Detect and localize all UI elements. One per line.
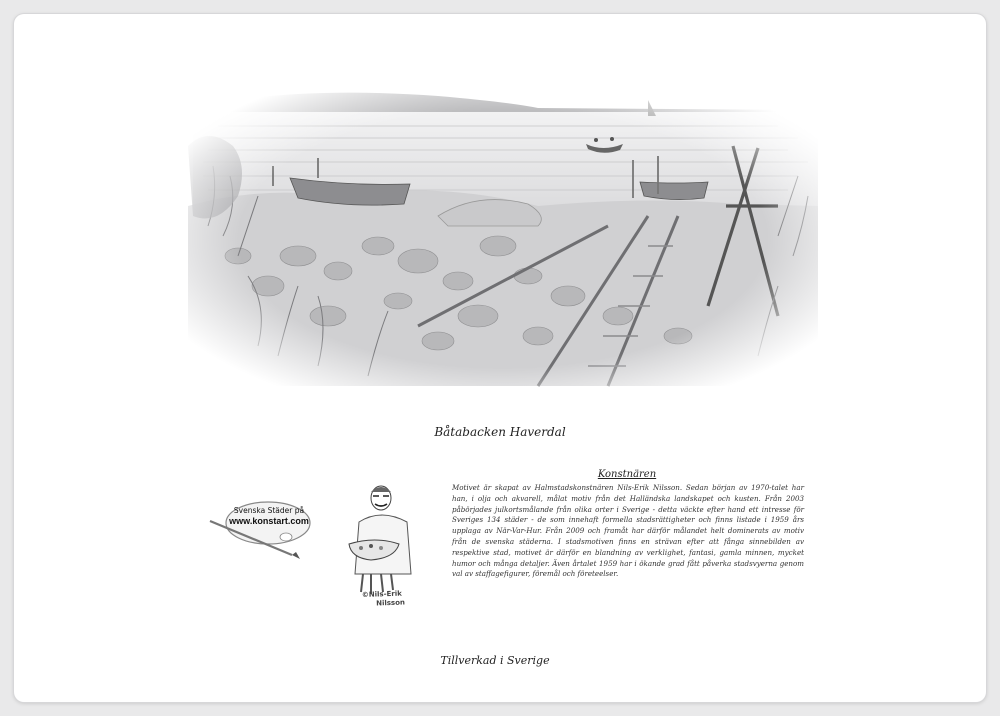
artist-signature: ©Nils-Erik Nilsson [361,589,406,608]
footer-made-in: Tillverkad i Sverige [440,654,550,667]
coastal-landscape-illustration [178,86,828,404]
artist-description: Motivet är skapat av Halmstadskonstnären Nils-Erik Nilsson. Sedan början av 1970-talet har han, i olja och akvarell, målat motiv från det Halländska landskapet och kusten. Från 2003 påbörjades julkortsmålande från olika orter i Sverige - detta väckte efter hand ett intresse för Sveriges 134 städer - de som innehaft formella stadsrättigheter och finns listade i 1959 års upplaga av När-Var-Hur. Från 2009 och framåt har därför målandet helt dominerats av motiv från de svenska städerna. I stadsmotiven finns en strävan efter att fånga sinnebilden av respektive stad, motivet är därför en blandning av verklighet, fantasi, gamla minnen, mycket humor och många detaljer. Även årtalet 1959 har i ökande grad fått påverka stadsvyerna genom val av staffagefigurer, föremål och företeelser. [452,483,804,579]
logo-url[interactable]: www.konstart.com [229,516,309,526]
artwork-title: Båtabacken Haverdal [434,425,566,439]
artist-heading: Konstnären [597,469,657,480]
logo-tagline: Svenska Städer på [233,506,305,515]
